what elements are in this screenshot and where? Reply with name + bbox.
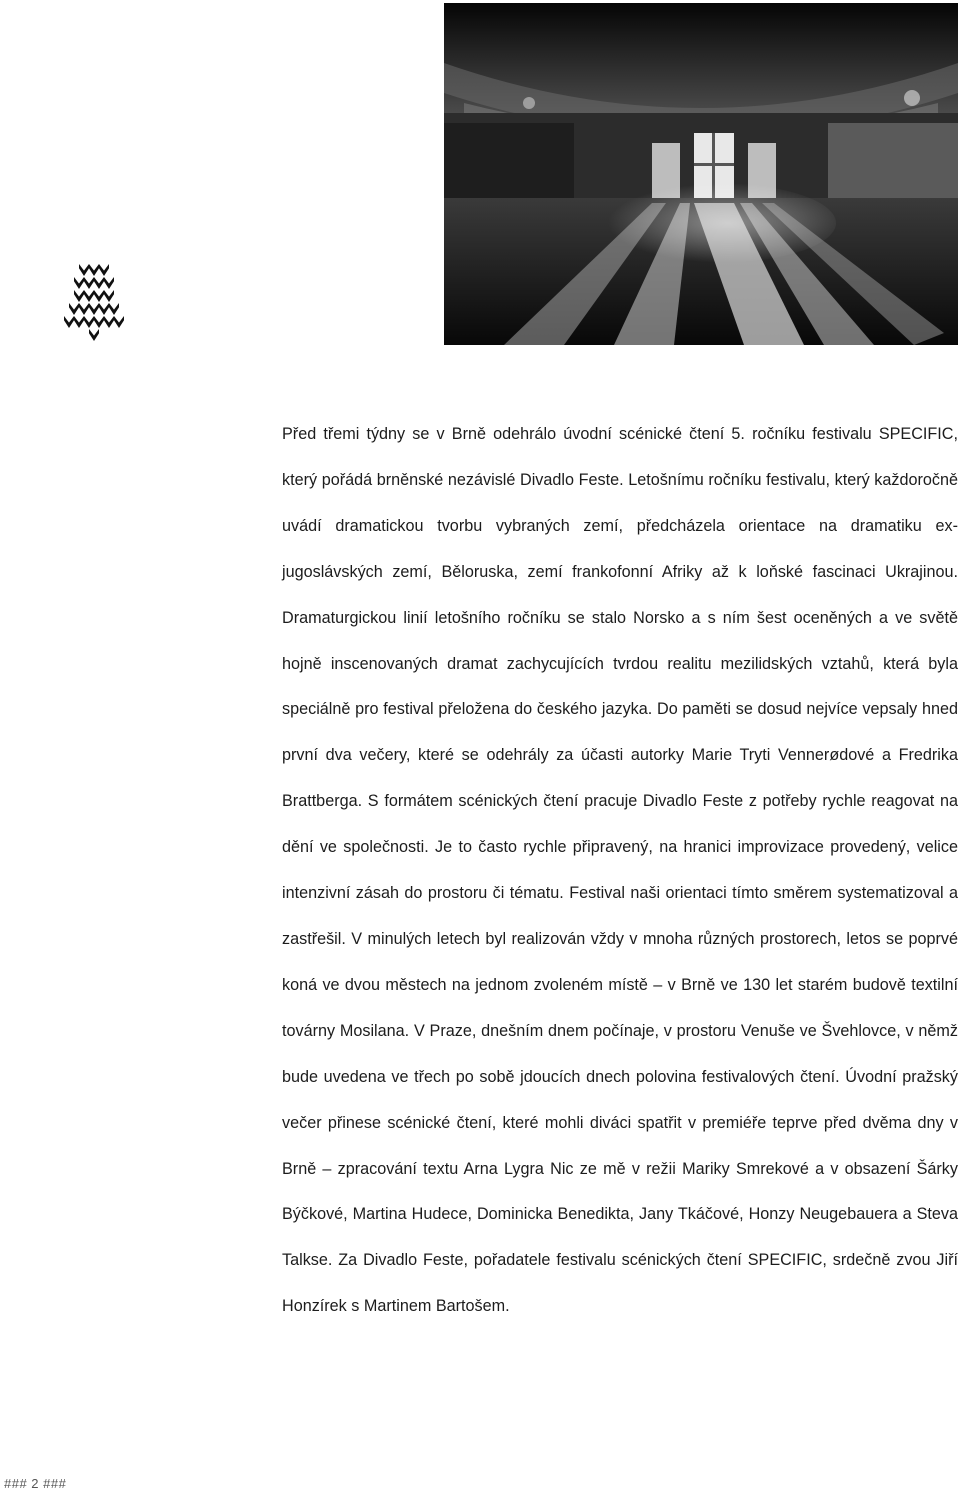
chevron-tree-logo-icon xyxy=(62,262,126,348)
hall-photo xyxy=(444,3,958,345)
article-paragraph: Před třemi týdny se v Brně odehrálo úvodní scénické čtení 5. ročníku festivalu SPECIFIC, který pořádá brněnské nezávislé Divadlo Feste. Letošnímu ročníku festivalu, který každoročně uvádí dramatickou tvorbu vybraných zemí, předcházela orientace na dramatiku ex-jugoslávských zemí, Běloruska, zemí frankofonní Afriky až k loňské fascinaci Ukrajinou. Dramaturgickou linií letošního ročníku se stalo Norsko a s ním šest oceněných a ve světě hojně inscenovaných dramat zachycujících tvrdou realitu mezilidských vztahů, která byla speciálně pro festival přeložena do českého jazyka. Do paměti se dosud nejvíce vepsaly hned první dva večery, které se odehrály za účasti autorky Marie Tryti Vennerødové a Fredrika Brattberga. S formátem scénických čtení pracuje Divadlo Feste z potřeby rychle reagovat na dění ve společnosti. Je to často rychle připravený, na hranici improvizace provedený, velice intenzivní zásah do prostoru či tématu. Festival naši orientaci tímto směrem systematizoval a zastřešil. V minulých letech byl realizován vždy v mnoha různých prostorech, letos se poprvé koná ve dvou městech na jednom zvoleném místě – v Brně ve 130 let starém budově textilní továrny Mosilana. V Praze, dnešním dnem počínaje, v prostoru Venuše ve Švehlovce, v němž bude uvedena ve třech po sobě jdoucích dnech polovina festivalových čtení. Úvodní pražský večer přinese scénické čtení, které mohli diváci spatřit v premiéře teprve před dvěma dny v Brně – zpracování textu Arna Lygra Nic ze mě v režii Mariky Smrekové a v obsazení Šárky Býčkové, Martina Hudece, Dominicka Benedikta, Jany Tkáčové, Honzy Neugebauera a Steva Talkse. Za Divadlo Feste, pořadatele festivalu scénických čtení SPECIFIC, srdečně zvou Jiří Honzírek s Martinem Bartošem. xyxy=(282,425,958,1316)
page-marker: ### 2 ### xyxy=(4,1476,67,1491)
